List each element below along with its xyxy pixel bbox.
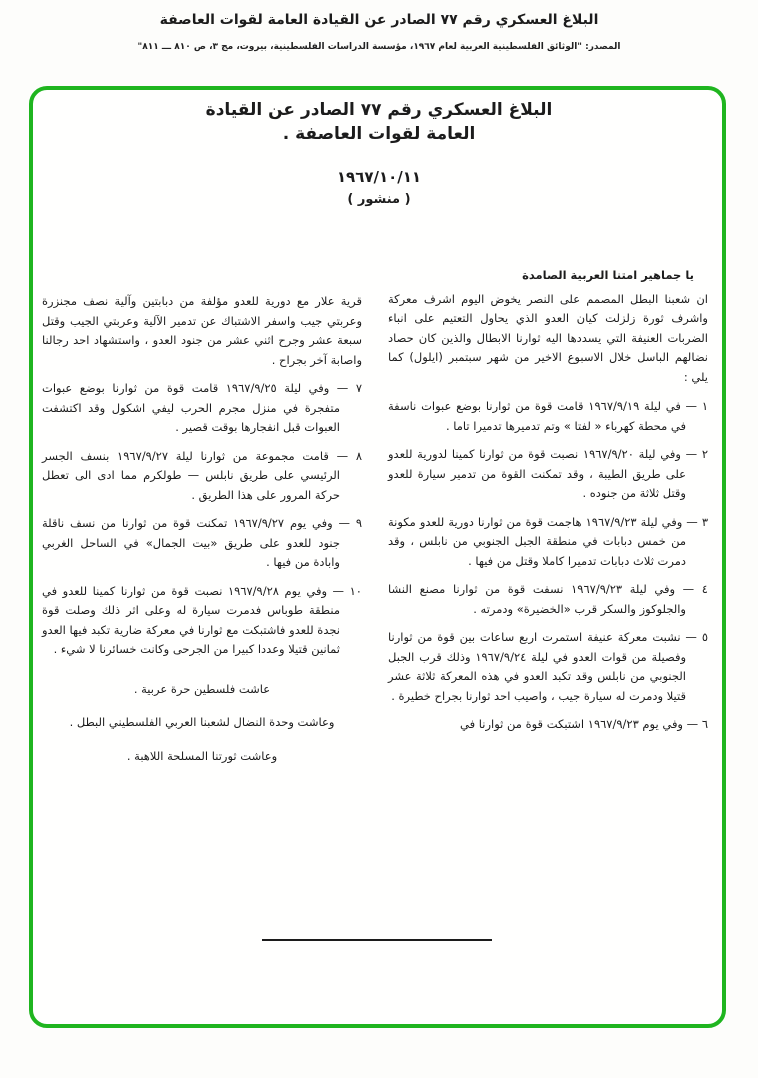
- intro-paragraph: ان شعبنا البطل المصمم على النصر يخوض اليوم اشرف معركة واشرف ثورة زلزلت كيان العدو الذي يحاول التعتيم على انباء الضربات العنيفة التي يسددها اليه ثوارنا الابطال والذين كان حصاد نضالهم الباسل خلال الاسبوع الاخير من شهر سبتمبر (ايلول) كما يلي :: [388, 291, 708, 384]
- communique-item-9: ٩ — وفي يوم ١٩٦٧/٩/٢٧ تمكنت قوة من ثوارنا من نسف ناقلة جنود للعدو على طريق «بيت الجمال» في الساحل الغربي وابادة من فيها .: [42, 516, 362, 569]
- communique-item-2: ٢ — وفي ليلة ١٩٦٧/٩/٢٠ نصبت قوة من ثوارنا كمينا لدورية للعدو على طريق الطيبة ، وقد تمكنت القوة من تدمير سيارة للعدو وقتل ثلاثة من جنوده .: [388, 447, 708, 500]
- slogan-1: عاشت فلسطين حرة عربية .: [133, 681, 271, 696]
- communique-title: [0, 98, 758, 146]
- communique-item-10: ١٠ — وفي يوم ١٩٦٧/٩/٢٨ نصبت قوة من ثوارنا كمينا للعدو في منطقة طوباس فدمرت سيارة له وعلى اثر ذلك وصلت قوة نجدة للعدو فاشتبكت مع ثوارنا في معركة ضارية تكبد فيها العدو ثمانين قتيلا وعددا كبيرا من الجرحى وكانت خسائرنا لا شيء .: [42, 583, 362, 656]
- right-column: [388, 266, 708, 744]
- page-header-title: البلاغ العسكري رقم ٧٧ الصادر عن القيادة العامة لقوات العاصفة: [159, 12, 599, 28]
- communique-item-6: ٦ — وفي يوم ١٩٦٧/٩/٢٣ اشتبكت قوة من ثوارنا في: [460, 717, 708, 731]
- source-citation: المصدر: "الوثائق الفلسطينية العربية لعام ١٩٦٧، مؤسسة الدراسات الفلسطينية، بيروت، مج ٣، ص ٨١٠ ـــ ٨١١": [137, 42, 621, 52]
- communique-item-3: ٣ — وفي ليلة ١٩٦٧/٩/٢٣ هاجمت قوة من ثوارنا دورية للعدو مكونة من خمس دبابات في منطقة الجبل الجنوبي من نابلس ، وقد دمرت ثلاث دبابات تدميرا كاملا وقتل من فيها .: [388, 514, 708, 568]
- communique-item-8: ٨ — قامت مجموعة من ثوارنا ليلة ١٩٦٧/٩/٢٧ بنسف الجسر الرئيسي على طريق نابلس — طولكرم مما ادى الى تعطل حركة المرور على هذا الطريق .: [42, 448, 363, 502]
- communique-title-line2: العامة لقوات العاصفة .: [282, 124, 476, 144]
- slogan-3: وعاشت ثورتنا المسلحة اللاهبة .: [126, 748, 278, 763]
- communique-date: ١٩٦٧/١٠/١١: [336, 168, 422, 186]
- left-column: [42, 292, 362, 766]
- salutation: يا جماهير امتنا العربية الصامدة: [522, 268, 694, 282]
- bottom-divider-line: [262, 939, 492, 941]
- publication-note: ( منشور ): [347, 192, 411, 207]
- slogan-2: وعاشت وحدة النضال لشعبنا العربي الفلسطيني البطل .: [69, 715, 335, 729]
- communique-item-7: ٧ — وفي ليلة ١٩٦٧/٩/٢٥ قامت قوة من ثوارنا بوضع عبوات متفجرة في منزل مجرم الحرب ليفي اشكول وقد اكتشفت العبوات قبل انفجارها بوقت قصير .: [42, 381, 362, 434]
- communique-item-1: ١ — في ليلة ١٩٦٧/٩/١٩ قامت قوة من ثوارنا بوضع عبوات ناسفة في محطة كهرباء « لفتا » وتم تدميرها تدميرا تاما .: [388, 399, 708, 433]
- communique-title-line1: البلاغ العسكري رقم ٧٧ الصادر عن القيادة: [205, 100, 553, 120]
- item-6-continuation: قرية علار مع دورية للعدو مؤلفة من دبابتين وآلية نصف مجنزرة وعربتي جيب واسفر الاشتباك عن تدمير الآلية وعربتي الجيب وقتل سبعة عشر وجرح اثني عشر من جنود العدو ، واستشهاد احد رجالنا واصابة آخر بجراح .: [42, 294, 362, 367]
- communique-item-4: ٤ — وفي ليلة ١٩٦٧/٩/٢٣ نسفت قوة من ثوارنا مصنع النشا والجلوكوز والسكر قرب «الخضيرة» ودمرته .: [388, 582, 708, 616]
- communique-item-5: ٥ — نشبت معركة عنيفة استمرت اربع ساعات بين قوة من ثوارنا وفصيلة من قوات العدو في ليلة ١٩٦٧/٩/٢٤ وذلك قرب الجبل الجنوبي من نابلس وقد تكبد العدو في هذه المعركة ثلاثة عشر قتيلا ودمرت له سيارة جيب ، واصيب احد ثوارنا بجراح خطيرة .: [388, 630, 708, 703]
